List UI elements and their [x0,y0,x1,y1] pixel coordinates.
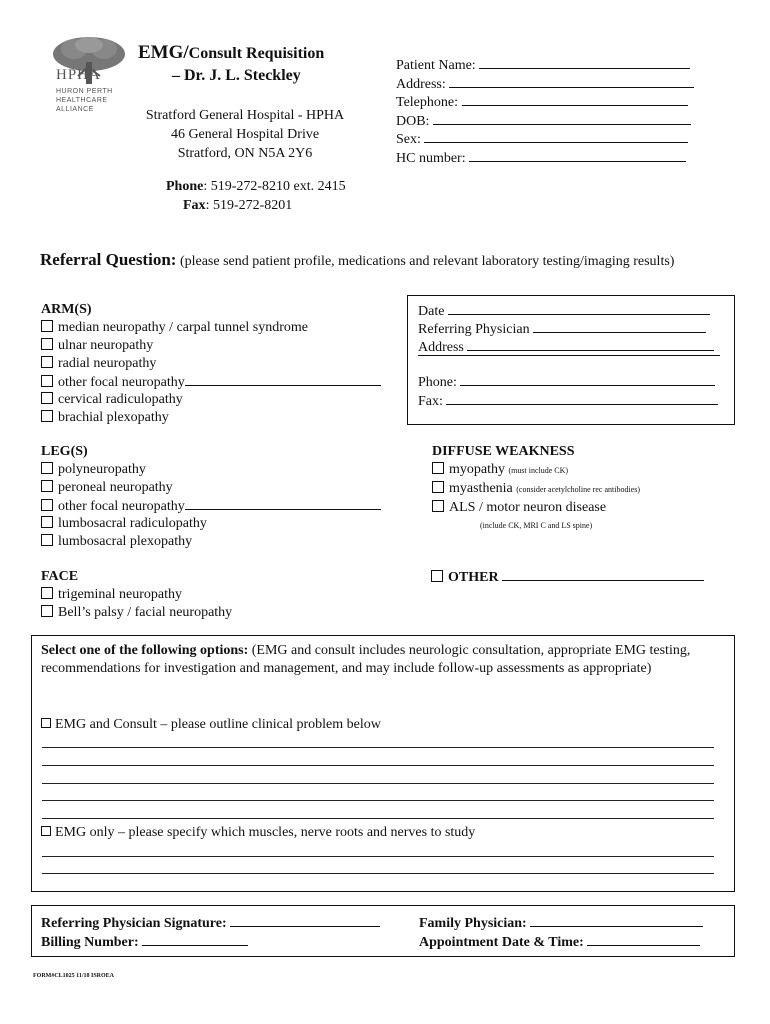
title-main: EMG/ [138,42,189,63]
clinical-problem-line[interactable] [42,747,714,748]
options-text: (EMG and consult includes neurologic consultation, appropriate EMG testing, recommendations for investigation and management, and may include follow-up assessments as appropriate) [41,643,691,676]
referrer-address-row[interactable]: Address [418,338,714,357]
referrer-phone-row[interactable]: Phone: [418,373,715,392]
diffuse-weakness-section [432,443,640,535]
myasthenia-item[interactable]: myasthenia (consider acetylcholine rec antibodies) [432,480,640,499]
options-lead: Select one of the following options: [41,643,249,658]
patient-info [396,56,701,168]
fax-row [166,196,346,215]
hpha-logo [48,36,130,122]
sex-row[interactable] [396,130,701,149]
address-field[interactable] [449,75,694,88]
address-label: Address: [396,76,446,92]
arm-item[interactable]: ulnar neuropathy [41,337,381,355]
referrer-box [407,295,735,425]
referrer-fax-field[interactable] [446,392,718,405]
muscles-nerves-line[interactable] [42,873,714,874]
referrer-phone-field[interactable] [460,373,715,386]
clinical-problem-line[interactable] [42,783,714,784]
address-row[interactable] [396,75,701,94]
myopathy-item[interactable]: myopathy (must include CK) [432,461,640,480]
other-label: OTHER [448,570,499,585]
referral-question [40,249,674,271]
billing-row[interactable]: Billing Number: [41,933,248,952]
checkbox[interactable] [41,534,53,546]
leg-item[interactable]: polyneuropathy [41,461,381,479]
checkbox[interactable] [41,480,53,492]
checkbox[interactable] [432,481,444,493]
signature-box [31,905,735,957]
leg-item[interactable]: peroneal neuropathy [41,479,381,497]
address-line1: Stratford General Hospital - HPHA [145,108,345,123]
checkbox[interactable] [432,462,444,474]
referral-note: (please send patient profile, medications and relevant laboratory testing/imaging results) [179,254,675,269]
clinical-problem-line[interactable] [42,818,714,819]
options-description [41,642,721,678]
referrer-fax-row[interactable]: Fax: [418,392,718,411]
date-field[interactable] [448,302,710,315]
checkbox[interactable] [41,320,53,332]
checkbox[interactable] [41,605,53,617]
logo-mark: HPHA [56,67,101,83]
dob-field[interactable] [433,112,691,125]
billing-field[interactable] [142,933,248,946]
sex-label: Sex: [396,132,421,148]
signature-field[interactable] [230,914,380,927]
checkbox[interactable] [432,500,444,512]
referring-physician-row[interactable]: Referring Physician [418,320,706,339]
title-rest: Consult Requisition [188,45,325,62]
telephone-field[interactable] [462,93,688,106]
checkbox[interactable] [41,375,53,387]
fax-value: : 519-272-8201 [205,198,293,213]
emg-consult-option[interactable]: EMG and Consult – please outline clinical problem below [41,716,381,734]
signature-row[interactable]: Referring Physician Signature: [41,914,380,933]
hc-number-field[interactable] [469,149,686,162]
logo-line1: HURON PERTH [56,88,113,95]
legs-heading: LEG(S) [41,444,88,459]
face-section [41,568,232,622]
arm-item[interactable]: radial neuropathy [41,355,381,373]
als-item[interactable]: ALS / motor neuron disease [432,499,640,517]
patient-name-field[interactable] [479,56,690,69]
dob-row[interactable] [396,112,701,131]
dob-label: DOB: [396,113,430,129]
form-subtitle: – Dr. J. L. Steckley [172,67,301,84]
sex-field[interactable] [424,130,688,143]
form-code: FORM#CL1025 11/18 ISROEA [33,973,115,979]
contact-numbers [166,177,346,215]
referring-physician-field[interactable] [533,320,706,333]
checkbox[interactable] [41,462,53,474]
logo-line2: HEALTHCARE [56,97,108,104]
telephone-label: Telephone: [396,95,458,111]
phone-row [166,177,346,196]
phone-value: : 519-272-8210 ext. 2415 [203,179,346,194]
clinical-problem-line[interactable] [42,765,714,766]
logo-line3: ALLIANCE [56,106,94,113]
face-heading: FACE [41,569,79,584]
other-row[interactable] [431,568,704,587]
family-physician-field[interactable] [530,914,703,927]
patient-name-label: Patient Name: [396,58,476,73]
hc-number-row[interactable] [396,149,701,168]
arm-item[interactable]: other focal neuropathy [41,373,381,391]
patient-name-row[interactable] [396,56,701,75]
als-note: (include CK, MRI C and LS spine) [480,521,593,530]
emg-only-option[interactable]: EMG only – please specify which muscles, nerve roots and nerves to study [41,824,475,842]
checkbox[interactable] [41,338,53,350]
leg-item[interactable]: lumbosacral plexopathy [41,533,381,551]
arms-heading: ARM(S) [41,302,92,317]
address-line2: 46 General Hospital Drive [170,127,320,142]
arm-item[interactable]: brachial plexopathy [41,409,381,427]
checkbox[interactable] [41,516,53,528]
referrer-address-field[interactable] [467,338,714,351]
checkbox[interactable] [41,356,53,368]
face-item[interactable]: Bell’s palsy / facial neuropathy [41,604,232,622]
other-focal-arm-field[interactable] [185,373,381,386]
referrer-address-line2[interactable] [418,354,720,356]
legs-section [41,443,381,551]
checkbox[interactable] [41,587,53,599]
face-item[interactable]: trigeminal neuropathy [41,586,232,604]
phone-label: Phone [166,179,204,194]
arms-section [41,301,381,427]
diffuse-heading: DIFFUSE WEAKNESS [432,444,575,459]
family-physician-row[interactable]: Family Physician: [419,914,703,933]
checkbox[interactable] [41,392,53,404]
telephone-row[interactable] [396,93,701,112]
muscles-nerves-line[interactable] [42,856,714,857]
checkbox[interactable] [431,570,443,582]
arm-item[interactable]: median neuropathy / carpal tunnel syndrome [41,319,381,337]
arm-item[interactable]: cervical radiculopathy [41,391,381,409]
date-row[interactable]: Date [418,302,710,321]
checkbox[interactable] [41,826,51,836]
leg-item[interactable]: lumbosacral radiculopathy [41,515,381,533]
appointment-row[interactable]: Appointment Date & Time: [419,933,700,952]
fax-label: Fax [183,198,206,213]
appointment-field[interactable] [587,933,700,946]
checkbox[interactable] [41,499,53,511]
other-focal-leg-field[interactable] [185,497,381,510]
address-line3: Stratford, ON N5A 2Y6 [177,146,313,161]
clinical-problem-line[interactable] [42,800,714,801]
hc-number-label: HC number: [396,150,466,166]
other-field[interactable] [502,568,704,581]
leg-item[interactable]: other focal neuropathy [41,497,381,515]
options-box [31,635,735,892]
referral-label: Referral Question: [40,250,177,269]
form-title [138,41,324,65]
checkbox[interactable] [41,718,51,728]
hospital-address [130,106,360,163]
checkbox[interactable] [41,410,53,422]
